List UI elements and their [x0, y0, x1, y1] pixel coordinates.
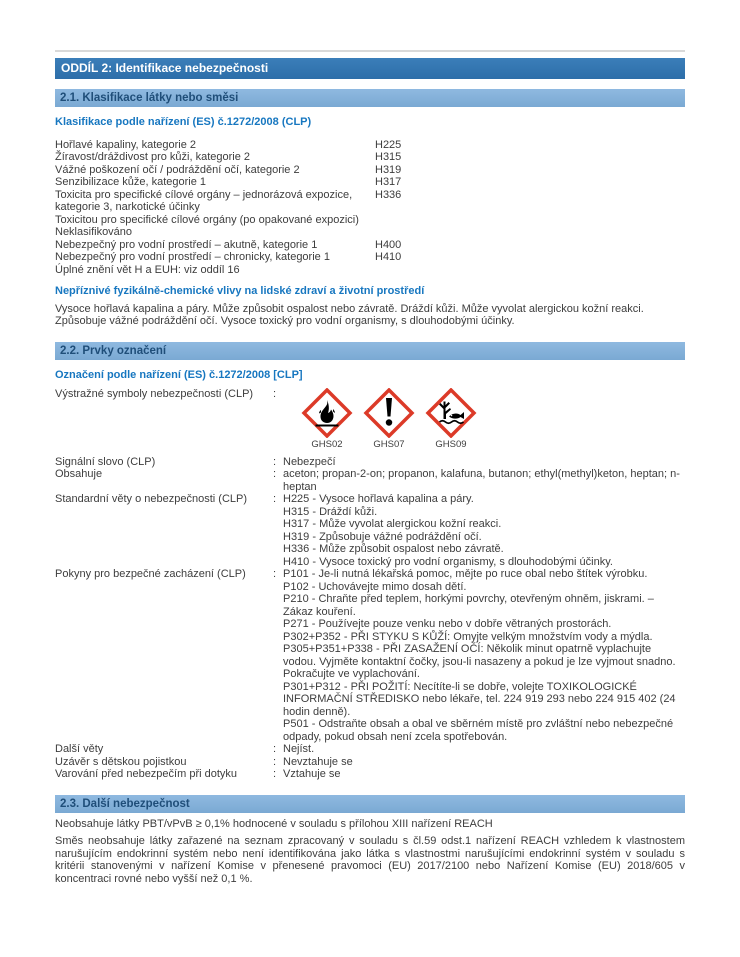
adverse-effects-heading: Nepříznivé fyzikálně-chemické vlivy na lidské zdraví a životní prostředí: [55, 285, 425, 297]
ghs07-exclamation-pictogram: [361, 388, 417, 452]
other-label-rows: [55, 743, 685, 781]
pictogram-code: GHS02: [311, 439, 343, 450]
contains-row: [55, 468, 685, 493]
row-label: Uzávěr s dětskou pojistkou: [55, 755, 187, 768]
hazard-code: H410: [375, 251, 402, 263]
precautionary-statement: P305+P351+P338 - PŘI ZASAŽENÍ OČÍ: Několik minut opatrně vyplachujte vodou. Vyjměte kontaktní čočky, jsou-li nasazeny a pokud je lze vyjmout snadno. Pokračujte ve vyplachování.: [283, 643, 676, 680]
hazard-statement: H410 - Vysoce toxický pro vodní organismy, s dlouhodobými účinky.: [283, 555, 613, 568]
classification-label: Hořlavé kapaliny, kategorie 2: [55, 138, 197, 151]
classification-row: [55, 251, 685, 264]
precautionary-statement: P101 - Je-li nutná lékařská pomoc, mějte po ruce obal nebo štítek výrobku.: [283, 568, 648, 580]
precautionary-statement: P102 - Uchovávejte mimo dosah dětí.: [283, 580, 467, 593]
labelling-heading: Označení podle nařízení (ES) č.1272/2008 [CLP]: [55, 368, 303, 381]
signal-word-label: Signální slovo (CLP): [55, 455, 156, 468]
signal-word-row: [55, 456, 685, 469]
row-value: Vztahuje se: [283, 768, 341, 780]
hazard-code: H400: [375, 238, 402, 251]
subsection-2-3-header: 2.3. Další nebezpečnost: [55, 795, 685, 813]
colon: :: [273, 388, 277, 400]
classification-label: Nebezpečný pro vodní prostředí – akutně, kategorie 1: [55, 238, 318, 251]
classification-row: [55, 264, 685, 277]
colon: :: [273, 455, 277, 468]
colon: :: [273, 755, 277, 768]
classification-row: [55, 139, 685, 152]
pictogram-code: GHS07: [373, 439, 405, 450]
colon: :: [273, 768, 277, 780]
top-divider: [55, 50, 685, 52]
label-elements-rows: [55, 456, 685, 781]
flame-icon: [299, 388, 355, 438]
hazard-code: H336: [375, 188, 402, 201]
colon: :: [273, 493, 277, 505]
colon: :: [273, 743, 277, 755]
section-2-content: [55, 0, 685, 885]
classification-row: [55, 214, 685, 227]
adverse-effects-text: Vysoce hořlavá kapalina a páry. Může způsobit ospalost nebo závratě. Dráždí kůži. Může vyvolat alergickou kožní reakci. Způsobuje vážné podráždění očí. Vysoce toxický pro vodní organismy, s dlouhodobými účinky.: [55, 302, 644, 327]
row-label: Varování před nebezpečím při dotyku: [55, 768, 238, 780]
classification-label: Nebezpečný pro vodní prostředí – chronicky, kategorie 1: [55, 251, 330, 263]
hazard-code: H317: [375, 176, 402, 188]
hazard-statements-list: [283, 493, 685, 568]
precautionary-statements-list: [283, 568, 685, 743]
clp-classification-heading: Klasifikace podle nařízení (ES) č.1272/2008 (CLP): [55, 116, 312, 128]
precautionary-statement: P210 - Chraňte před teplem, horkými povrchy, otevřeným ohněm, jiskrami. – Zákaz kouření.: [283, 593, 654, 618]
classification-row: [55, 164, 685, 177]
classification-label: Vážné poškození očí / podráždění očí, kategorie 2: [55, 163, 300, 176]
classification-label: Toxicita pro specifické cílové orgány – jednorázová expozice, kategorie 3, narkotické účinky: [55, 188, 353, 213]
pictogram-code: GHS09: [435, 439, 467, 450]
contains-value: aceton; propan-2-on; propanon, kalafuna, butanon; ethyl(methyl)keton, heptan; n-heptan: [283, 468, 680, 493]
row-value: Nejíst.: [283, 743, 315, 755]
hazard-statements-row: [55, 493, 685, 568]
precautionary-statement: P501 - Odstraňte obsah a obal ve sběrném místě pro zvláštní nebo nebezpečné odpady, pokud obsah není zcela spotřebován.: [283, 718, 674, 743]
classification-label: Neklasifikováno: [55, 226, 133, 238]
hazard-statement: H319 - Způsobuje vážné podráždění očí.: [283, 530, 482, 543]
classification-row: [55, 189, 685, 214]
subsection-2-2-header: 2.2. Prvky označení: [55, 342, 685, 360]
precautionary-statement: P302+P352 - PŘI STYKU S KŮŽÍ: Omyjte velkým množstvím vody a mýdla.: [283, 630, 653, 643]
pictograms-value: [283, 388, 685, 452]
hazard-statement: H336 - Může způsobit ospalost nebo závratě.: [283, 543, 504, 555]
row-value: Nevztahuje se: [283, 755, 353, 768]
hazard-statements-label: Standardní věty o nebezpečnosti (CLP): [55, 493, 248, 505]
hazard-statement: H317 - Může vyvolat alergickou kožní reakci.: [283, 518, 502, 530]
endocrine-statement: Směs neobsahuje látky zařazené na seznam zpracovaný v souladu s čl.59 odst.1 nařízení REACH vzhledem k vlastnostem narušujícím endokrinní systém nebo není identifikována jako látka s vlastnostmi narušujícími endokrinní systém v souladu s kritérii stanovenými v nařízení Komise v přenesené pravomoci (EU) 2017/2100 nebo Nařízení Komise (EU) 2018/605 v koncentraci rovné nebo vyšší než 0,1 %.: [55, 835, 685, 885]
precautionary-statement: P301+P312 - PŘI POŽITÍ: Necítíte-li se dobře, volejte TOXIKOLOGICKÉ INFORMAČNÍ STŘEDISKO nebo lékaře, tel. 224 919 293 nebo 224 915 402 (24 hodin denně).: [283, 680, 676, 718]
classification-label: Toxicitou pro specifické cílové orgány (po opakované expozici): [55, 213, 359, 226]
classification-table: [55, 139, 685, 277]
colon: :: [273, 468, 277, 480]
hazard-statement: H315 - Dráždí kůži.: [283, 505, 378, 518]
row-label: Další věty: [55, 743, 104, 755]
label-value-row: [55, 743, 685, 756]
classification-row: [55, 239, 685, 252]
section-2-header: ODDÍL 2: Identifikace nebezpečnosti: [55, 58, 685, 79]
colon: :: [273, 568, 277, 580]
contains-label: Obsahuje: [55, 468, 103, 480]
ghs02-flame-pictogram: [299, 388, 355, 452]
classification-label: Senzibilizace kůže, kategorie 1: [55, 176, 207, 188]
classification-label: Žíravost/dráždivost pro kůži, kategorie 2: [55, 151, 251, 163]
signal-word-value: Nebezpečí: [283, 455, 336, 468]
label-value-row: [55, 756, 685, 769]
exclamation-icon: [361, 388, 417, 438]
classification-label: Úplné znění vět H a EUH: viz oddíl 16: [55, 263, 240, 276]
precautionary-statement: P271 - Používejte pouze venku nebo v dobře větraných prostorách.: [283, 618, 612, 630]
precautionary-statements-label: Pokyny pro bezpečné zacházení (CLP): [55, 568, 246, 580]
classification-row: [55, 176, 685, 189]
classification-row: [55, 151, 685, 164]
precautionary-statements-row: [55, 568, 685, 743]
environment-icon: [423, 388, 479, 438]
hazard-code: H225: [375, 138, 402, 151]
classification-row: [55, 226, 685, 239]
hazard-statement: H225 - Vysoce hořlavá kapalina a páry.: [283, 493, 474, 505]
pbt-statement: Neobsahuje látky PBT/vPvB ≥ 0,1% hodnocené v souladu s přílohou XIII nařízení REACH: [55, 817, 493, 830]
pictograms-row: [55, 388, 685, 452]
ghs-pictogram-strip: [299, 388, 685, 452]
hazard-code: H319: [375, 163, 402, 176]
label-value-row: [55, 768, 685, 781]
hazard-code: H315: [375, 151, 402, 163]
pictograms-label: Výstražné symboly nebezpečnosti (CLP): [55, 388, 254, 400]
ghs09-environment-pictogram: [423, 388, 479, 452]
subsection-2-1-header: 2.1. Klasifikace látky nebo směsi: [55, 89, 685, 107]
